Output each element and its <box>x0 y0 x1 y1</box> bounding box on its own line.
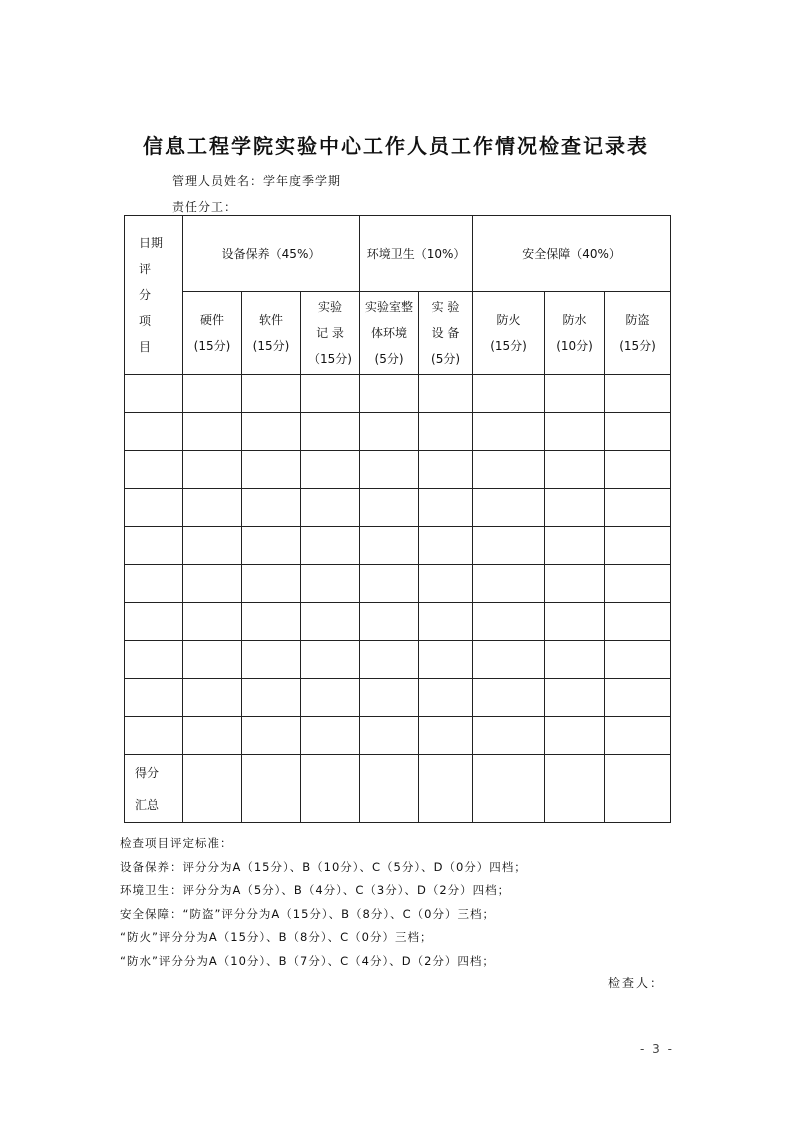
score-cell[interactable] <box>183 489 242 527</box>
column-header-row <box>125 292 671 375</box>
score-cell[interactable] <box>545 413 605 451</box>
date-cell[interactable] <box>125 565 183 603</box>
score-cell[interactable] <box>360 641 419 679</box>
summary-score-cell[interactable] <box>605 755 671 823</box>
score-cell[interactable] <box>545 489 605 527</box>
score-cell[interactable] <box>473 413 545 451</box>
column-header-line: 硬件 <box>199 313 224 327</box>
score-cell[interactable] <box>605 679 671 717</box>
score-cell[interactable] <box>360 679 419 717</box>
summary-label-line: 得分 <box>135 765 160 780</box>
corner-label-line: 目 <box>139 340 152 354</box>
score-cell[interactable] <box>419 375 473 413</box>
score-cell[interactable] <box>473 717 545 755</box>
column-header-line: 软件 <box>258 313 283 327</box>
corner-label-line: 评 <box>139 262 152 276</box>
score-cell[interactable] <box>545 375 605 413</box>
summary-label-line: 汇总 <box>135 797 160 812</box>
note-line: 检查项目评定标准： <box>120 836 233 850</box>
score-cell[interactable] <box>545 679 605 717</box>
column-header-cell <box>183 292 242 375</box>
score-cell[interactable] <box>301 603 360 641</box>
summary-score-cell[interactable] <box>242 755 301 823</box>
score-cell[interactable] <box>419 527 473 565</box>
table-row <box>125 527 671 565</box>
score-cell[interactable] <box>473 451 545 489</box>
duty-line: 责任分工： <box>172 200 238 214</box>
score-cell[interactable] <box>301 527 360 565</box>
date-cell[interactable] <box>125 375 183 413</box>
score-cell[interactable] <box>545 641 605 679</box>
score-cell[interactable] <box>605 717 671 755</box>
score-cell[interactable] <box>360 527 419 565</box>
note-line: 安全保障：“防盗”评分分为A（15分）、B（8分）、C（0分）三档； <box>120 906 495 921</box>
table-row <box>125 413 671 451</box>
date-cell[interactable] <box>125 489 183 527</box>
score-cell[interactable] <box>360 451 419 489</box>
note-line: “防火”评分分为A（15分）、B（8分）、C（0分）三档； <box>120 930 433 944</box>
column-header-line: (15分) <box>193 339 231 353</box>
table-row <box>125 451 671 489</box>
score-cell[interactable] <box>301 641 360 679</box>
table-row <box>125 717 671 755</box>
score-cell[interactable] <box>419 565 473 603</box>
score-cell[interactable] <box>605 603 671 641</box>
score-cell[interactable] <box>419 603 473 641</box>
score-cell[interactable] <box>605 451 671 489</box>
date-cell[interactable] <box>125 641 183 679</box>
table-row <box>125 641 671 679</box>
score-cell[interactable] <box>473 527 545 565</box>
summary-label-cell <box>125 755 183 823</box>
date-cell[interactable] <box>125 603 183 641</box>
column-header-cell <box>473 292 545 375</box>
score-cell[interactable] <box>301 489 360 527</box>
score-cell[interactable] <box>419 641 473 679</box>
group-safety-assurance: 安全保障（40%） <box>473 216 671 292</box>
score-cell[interactable] <box>605 641 671 679</box>
score-cell[interactable] <box>242 451 301 489</box>
corner-label-line: 分 <box>139 288 152 302</box>
score-cell[interactable] <box>242 565 301 603</box>
corner-cell <box>125 216 183 375</box>
date-cell[interactable] <box>125 527 183 565</box>
score-cell[interactable] <box>419 489 473 527</box>
page-number: - 3 - <box>640 1042 674 1056</box>
column-header-line: (10分) <box>556 339 593 353</box>
column-header-line: 设 备 <box>431 326 460 340</box>
score-cell[interactable] <box>545 603 605 641</box>
score-cell[interactable] <box>301 679 360 717</box>
summary-score-cell[interactable] <box>473 755 545 823</box>
score-cell[interactable] <box>473 679 545 717</box>
score-cell[interactable] <box>301 717 360 755</box>
score-cell[interactable] <box>301 375 360 413</box>
summary-score-cell[interactable] <box>545 755 605 823</box>
note-line: 环境卫生：评分分为A（5分）、B（4分）、C（3分）、D（2分）四档； <box>120 883 511 897</box>
note-line: “防水”评分分为A（10分）、B（7分）、C（4分）、D（2分）四档； <box>120 953 495 968</box>
score-cell[interactable] <box>360 413 419 451</box>
score-cell[interactable] <box>301 565 360 603</box>
score-cell[interactable] <box>183 565 242 603</box>
column-header-cell <box>360 292 419 375</box>
column-header-cell <box>545 292 605 375</box>
score-cell[interactable] <box>242 603 301 641</box>
group-header-row <box>125 216 671 292</box>
score-cell[interactable] <box>605 527 671 565</box>
evaluation-notes <box>120 832 527 973</box>
date-cell[interactable] <box>125 413 183 451</box>
score-cell[interactable] <box>605 489 671 527</box>
summary-score-cell[interactable] <box>360 755 419 823</box>
score-cell[interactable] <box>242 527 301 565</box>
inspector-label: 检查人： <box>608 976 665 990</box>
score-cell[interactable] <box>545 717 605 755</box>
date-cell[interactable] <box>125 451 183 489</box>
score-cell[interactable] <box>473 603 545 641</box>
date-cell[interactable] <box>125 679 183 717</box>
score-cell[interactable] <box>183 603 242 641</box>
column-header-line: 体环境 <box>371 326 408 340</box>
column-header-line: (15分) <box>619 339 656 353</box>
score-cell[interactable] <box>301 413 360 451</box>
score-cell[interactable] <box>183 717 242 755</box>
summary-row <box>125 755 671 823</box>
score-cell[interactable] <box>360 603 419 641</box>
score-cell[interactable] <box>183 375 242 413</box>
table-row <box>125 679 671 717</box>
score-cell[interactable] <box>419 413 473 451</box>
column-header-line: (15分) <box>490 339 527 353</box>
score-cell[interactable] <box>242 641 301 679</box>
column-header-cell <box>301 292 360 375</box>
score-cell[interactable] <box>545 565 605 603</box>
table-row <box>125 375 671 413</box>
column-header-line: (5分) <box>431 352 461 366</box>
column-header-line: （15分) <box>308 352 352 366</box>
score-cell[interactable] <box>183 641 242 679</box>
score-cell[interactable] <box>605 375 671 413</box>
summary-score-cell[interactable] <box>301 755 360 823</box>
note-line: 设备保养：评分分为A（15分）、B（10分）、C（5分）、D（0分）四档； <box>120 859 527 874</box>
inspection-record-table <box>124 215 671 823</box>
column-header-line: 防盗 <box>625 313 650 327</box>
group-equipment-maintenance: 设备保养（45%） <box>183 216 360 292</box>
score-cell[interactable] <box>473 641 545 679</box>
column-header-line: 防火 <box>496 313 521 327</box>
score-cell[interactable] <box>545 527 605 565</box>
score-cell[interactable] <box>183 679 242 717</box>
score-cell[interactable] <box>360 489 419 527</box>
date-cell[interactable] <box>125 717 183 755</box>
corner-label-line: 日期 <box>139 236 164 250</box>
group-environment-hygiene: 环境卫生（10%） <box>360 216 473 292</box>
column-header-line: 防水 <box>562 313 587 327</box>
column-header-line: 记 录 <box>316 326 344 340</box>
score-cell[interactable] <box>360 717 419 755</box>
column-header-line: 实验室整 <box>365 300 414 314</box>
column-header-cell <box>419 292 473 375</box>
column-header-cell <box>605 292 671 375</box>
score-cell[interactable] <box>419 717 473 755</box>
score-cell[interactable] <box>183 527 242 565</box>
column-header-cell <box>242 292 301 375</box>
column-header-line: 实 验 <box>431 300 460 314</box>
score-cell[interactable] <box>183 413 242 451</box>
column-header-line: (15分) <box>252 339 290 353</box>
score-cell[interactable] <box>473 489 545 527</box>
summary-score-cell[interactable] <box>419 755 473 823</box>
score-cell[interactable] <box>360 565 419 603</box>
summary-score-cell[interactable] <box>183 755 242 823</box>
table-row <box>125 565 671 603</box>
manager-name-line: 管理人员姓名：学年度季学期 <box>172 174 342 188</box>
table-row <box>125 489 671 527</box>
table-row <box>125 603 671 641</box>
column-header-line: 实验 <box>318 300 343 314</box>
score-cell[interactable] <box>419 451 473 489</box>
score-cell[interactable] <box>183 451 242 489</box>
score-cell[interactable] <box>242 679 301 717</box>
score-cell[interactable] <box>545 451 605 489</box>
score-cell[interactable] <box>242 717 301 755</box>
document-title: 信息工程学院实验中心工作人员工作情况检查记录表 <box>143 134 649 158</box>
score-cell[interactable] <box>360 375 419 413</box>
score-cell[interactable] <box>242 375 301 413</box>
column-header-line: (5分) <box>374 352 404 366</box>
score-cell[interactable] <box>419 679 473 717</box>
score-cell[interactable] <box>242 413 301 451</box>
score-cell[interactable] <box>301 451 360 489</box>
score-cell[interactable] <box>473 375 545 413</box>
corner-label-line: 项 <box>139 314 152 328</box>
score-cell[interactable] <box>605 413 671 451</box>
score-cell[interactable] <box>473 565 545 603</box>
score-cell[interactable] <box>242 489 301 527</box>
score-cell[interactable] <box>605 565 671 603</box>
